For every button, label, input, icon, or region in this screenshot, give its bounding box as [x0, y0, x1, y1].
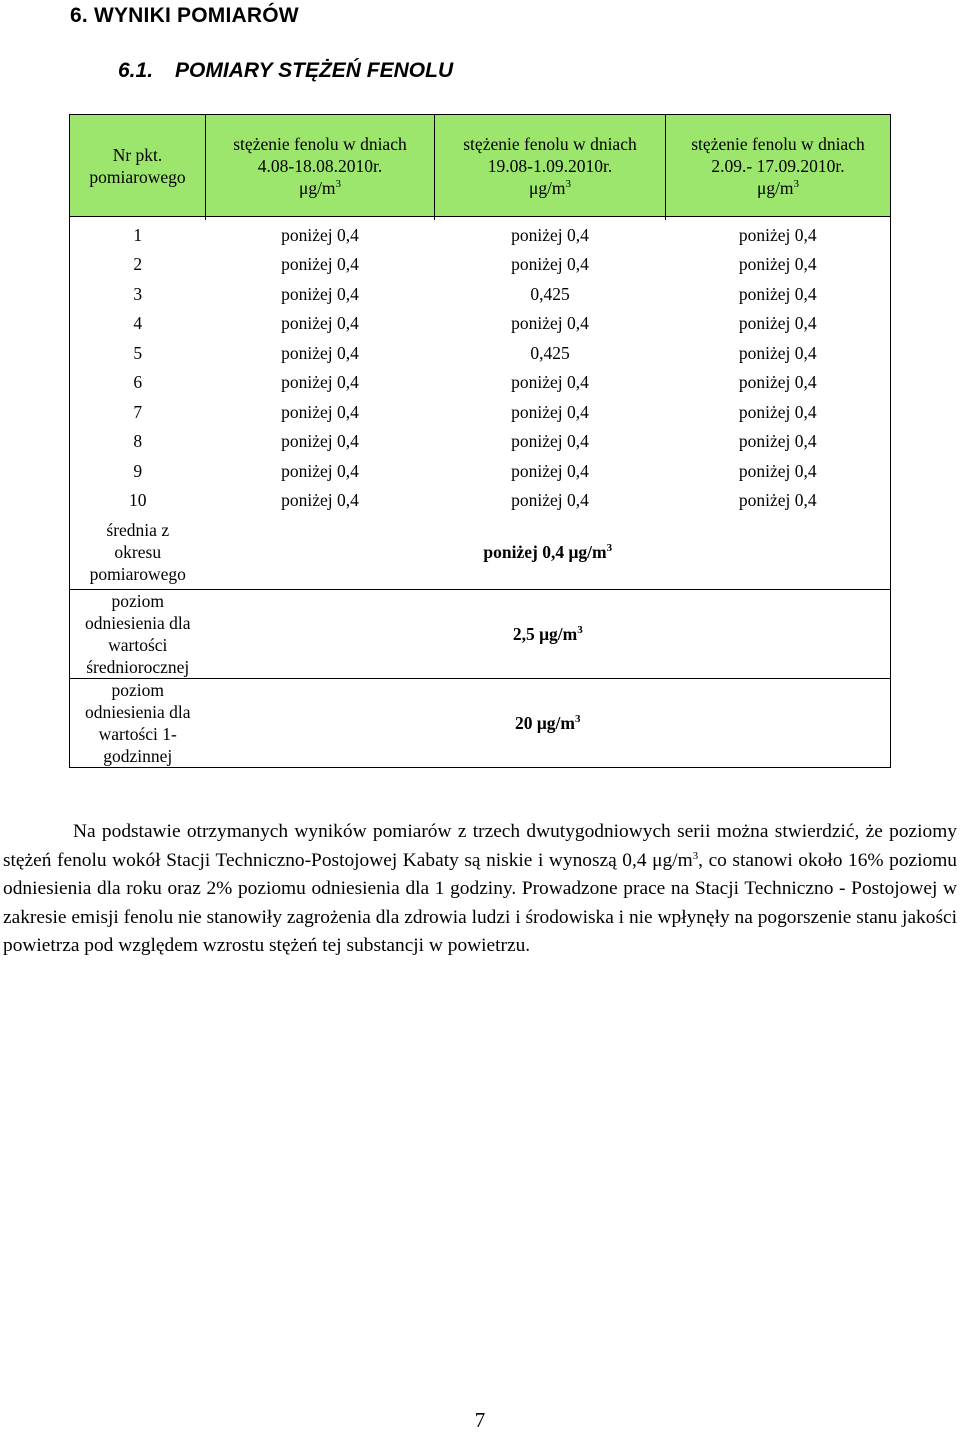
subsection-heading	[118, 59, 453, 83]
header-period-3	[666, 115, 891, 217]
value-period-2: poniżej 0,4	[511, 254, 589, 275]
header-text: 2.09.- 17.09.2010r.	[711, 155, 845, 176]
table-row	[70, 486, 891, 516]
summary-label-line: pomiarowego	[89, 564, 186, 584]
summary-value	[206, 679, 891, 768]
table-row	[70, 368, 891, 398]
summary-label-line: wartości 1-	[98, 724, 177, 744]
summary-label	[70, 515, 206, 590]
header-period-1	[206, 115, 435, 217]
summary-row-hourly-reference	[70, 679, 891, 768]
table-row	[70, 397, 891, 427]
point-number: 6	[70, 368, 206, 398]
summary-label	[70, 590, 206, 679]
summary-value-text: 20 μg/m	[515, 713, 575, 733]
table-row	[70, 427, 891, 457]
point-number: 5	[70, 338, 206, 368]
phenol-concentration-table	[69, 114, 891, 768]
header-text: pomiarowego	[89, 166, 186, 187]
header-text: stężenie fenolu w dniach	[463, 133, 637, 154]
summary-label-line: średnia z	[106, 520, 170, 540]
value-period-3: poniżej 0,4	[666, 486, 891, 516]
value-period-1: poniżej 0,4	[281, 283, 359, 304]
point-number: 4	[70, 309, 206, 339]
summary-value-exp: 3	[606, 542, 613, 554]
table-row	[70, 220, 891, 250]
point-number: 10	[70, 486, 206, 516]
header-text: stężenie fenolu w dniach	[233, 133, 407, 154]
value-period-2: poniżej 0,4	[511, 431, 589, 452]
summary-value-text: 2,5 μg/m	[512, 624, 578, 644]
paragraph-text: Na podstawie otrzymanych wyników pomiarów z trzech dwutygodniowych serii można stwierdzić, że poziomy stężeń fenolu wokół Stacji Techniczno-Postojowej Kabaty są niskie i wynoszą 0,4 μg/m	[3, 821, 957, 871]
value-period-1: poniżej 0,4	[281, 401, 359, 422]
summary-row-annual-reference	[70, 590, 891, 679]
summary-value-exp: 3	[577, 624, 583, 636]
value-period-2: poniżej 0,4	[511, 224, 589, 245]
summary-label-line: wartości	[108, 635, 168, 655]
summary-value-exp: 3	[575, 713, 581, 725]
point-number: 3	[70, 279, 206, 309]
header-unit-exp: 3	[335, 177, 342, 190]
value-period-3: poniżej 0,4	[666, 309, 891, 339]
value-period-3: poniżej 0,4	[666, 220, 891, 250]
header-unit-exp: 3	[565, 177, 572, 190]
subsection-number: 6.1.	[118, 59, 154, 82]
paragraph-text: , co stanowi około 16% poziomu odniesienia dla roku oraz 2% poziomu odniesienia dla 1 godziny. Prowadzone prace na Stacji Techniczno - Postojowej w zakresie emisji fenolu nie stanowiły zagrożenia dla zdrowia ludzi i środowiska i nie wpłynęły na pogorszenie stanu jakości powietrza pod względem wzrostu stężeń tej substancji w powietrzu.	[3, 849, 957, 956]
value-period-1: poniżej 0,4	[281, 342, 359, 363]
value-period-1: poniżej 0,4	[281, 224, 359, 245]
value-period-3: poniżej 0,4	[666, 427, 891, 457]
value-period-2: poniżej 0,4	[511, 401, 589, 422]
subsection-title: POMIARY STĘŻEŃ FENOLU	[175, 59, 454, 82]
summary-value-text: poniżej 0,4 μg/m	[483, 542, 607, 562]
point-number: 7	[70, 397, 206, 427]
value-period-3: poniżej 0,4	[666, 368, 891, 398]
point-number: 9	[70, 456, 206, 486]
value-period-1: poniżej 0,4	[281, 490, 359, 511]
table-row	[70, 309, 891, 339]
summary-label-line: odniesienia dla	[85, 702, 191, 722]
value-period-2: poniżej 0,4	[511, 313, 589, 334]
value-period-3: poniżej 0,4	[666, 456, 891, 486]
value-period-2: poniżej 0,4	[511, 372, 589, 393]
table-row	[70, 338, 891, 368]
value-period-1: poniżej 0,4	[281, 254, 359, 275]
summary-label-line: odniesienia dla	[85, 613, 191, 633]
point-number: 1	[70, 220, 206, 250]
page-number: 7	[474, 1408, 486, 1432]
point-number: 8	[70, 427, 206, 457]
table-row	[70, 456, 891, 486]
summary-label-line: poziom	[111, 680, 164, 700]
header-unit-exp: 3	[793, 177, 800, 190]
summary-value	[206, 590, 891, 679]
summary-label-line: poziom	[111, 591, 164, 611]
value-period-2: poniżej 0,4	[511, 460, 589, 481]
header-text: stężenie fenolu w dniach	[691, 133, 865, 154]
summary-row-period-average	[70, 515, 891, 590]
header-text: 19.08-1.09.2010r.	[487, 155, 613, 176]
header-unit: μg/m	[756, 177, 794, 198]
summary-value	[206, 515, 891, 590]
value-period-3: poniżej 0,4	[666, 250, 891, 280]
header-text: 4.08-18.08.2010r.	[257, 155, 383, 176]
header-unit: μg/m	[528, 177, 566, 198]
conclusion-paragraph	[3, 818, 957, 961]
value-period-2: 0,425	[530, 283, 570, 304]
value-period-1: poniżej 0,4	[281, 431, 359, 452]
paragraph-unit-exp: 3	[692, 849, 699, 862]
section-heading: 6. WYNIKI POMIARÓW	[70, 4, 299, 27]
header-text: Nr pkt.	[112, 144, 163, 165]
point-number: 2	[70, 250, 206, 280]
header-unit: μg/m	[298, 177, 336, 198]
summary-label-line: średniorocznej	[86, 657, 190, 677]
value-period-3: poniżej 0,4	[666, 338, 891, 368]
summary-label	[70, 679, 206, 768]
value-period-1: poniżej 0,4	[281, 372, 359, 393]
header-period-2	[435, 115, 666, 217]
value-period-3: poniżej 0,4	[666, 279, 891, 309]
value-period-1: poniżej 0,4	[281, 460, 359, 481]
value-period-1: poniżej 0,4	[281, 313, 359, 334]
value-period-2: 0,425	[530, 342, 570, 363]
table-header-row	[70, 115, 891, 217]
table-row	[70, 250, 891, 280]
table-row	[70, 279, 891, 309]
summary-label-line: godzinnej	[103, 746, 173, 766]
value-period-3: poniżej 0,4	[666, 397, 891, 427]
header-point-number	[70, 115, 206, 217]
value-period-2: poniżej 0,4	[511, 490, 589, 511]
summary-label-line: okresu	[114, 542, 162, 562]
